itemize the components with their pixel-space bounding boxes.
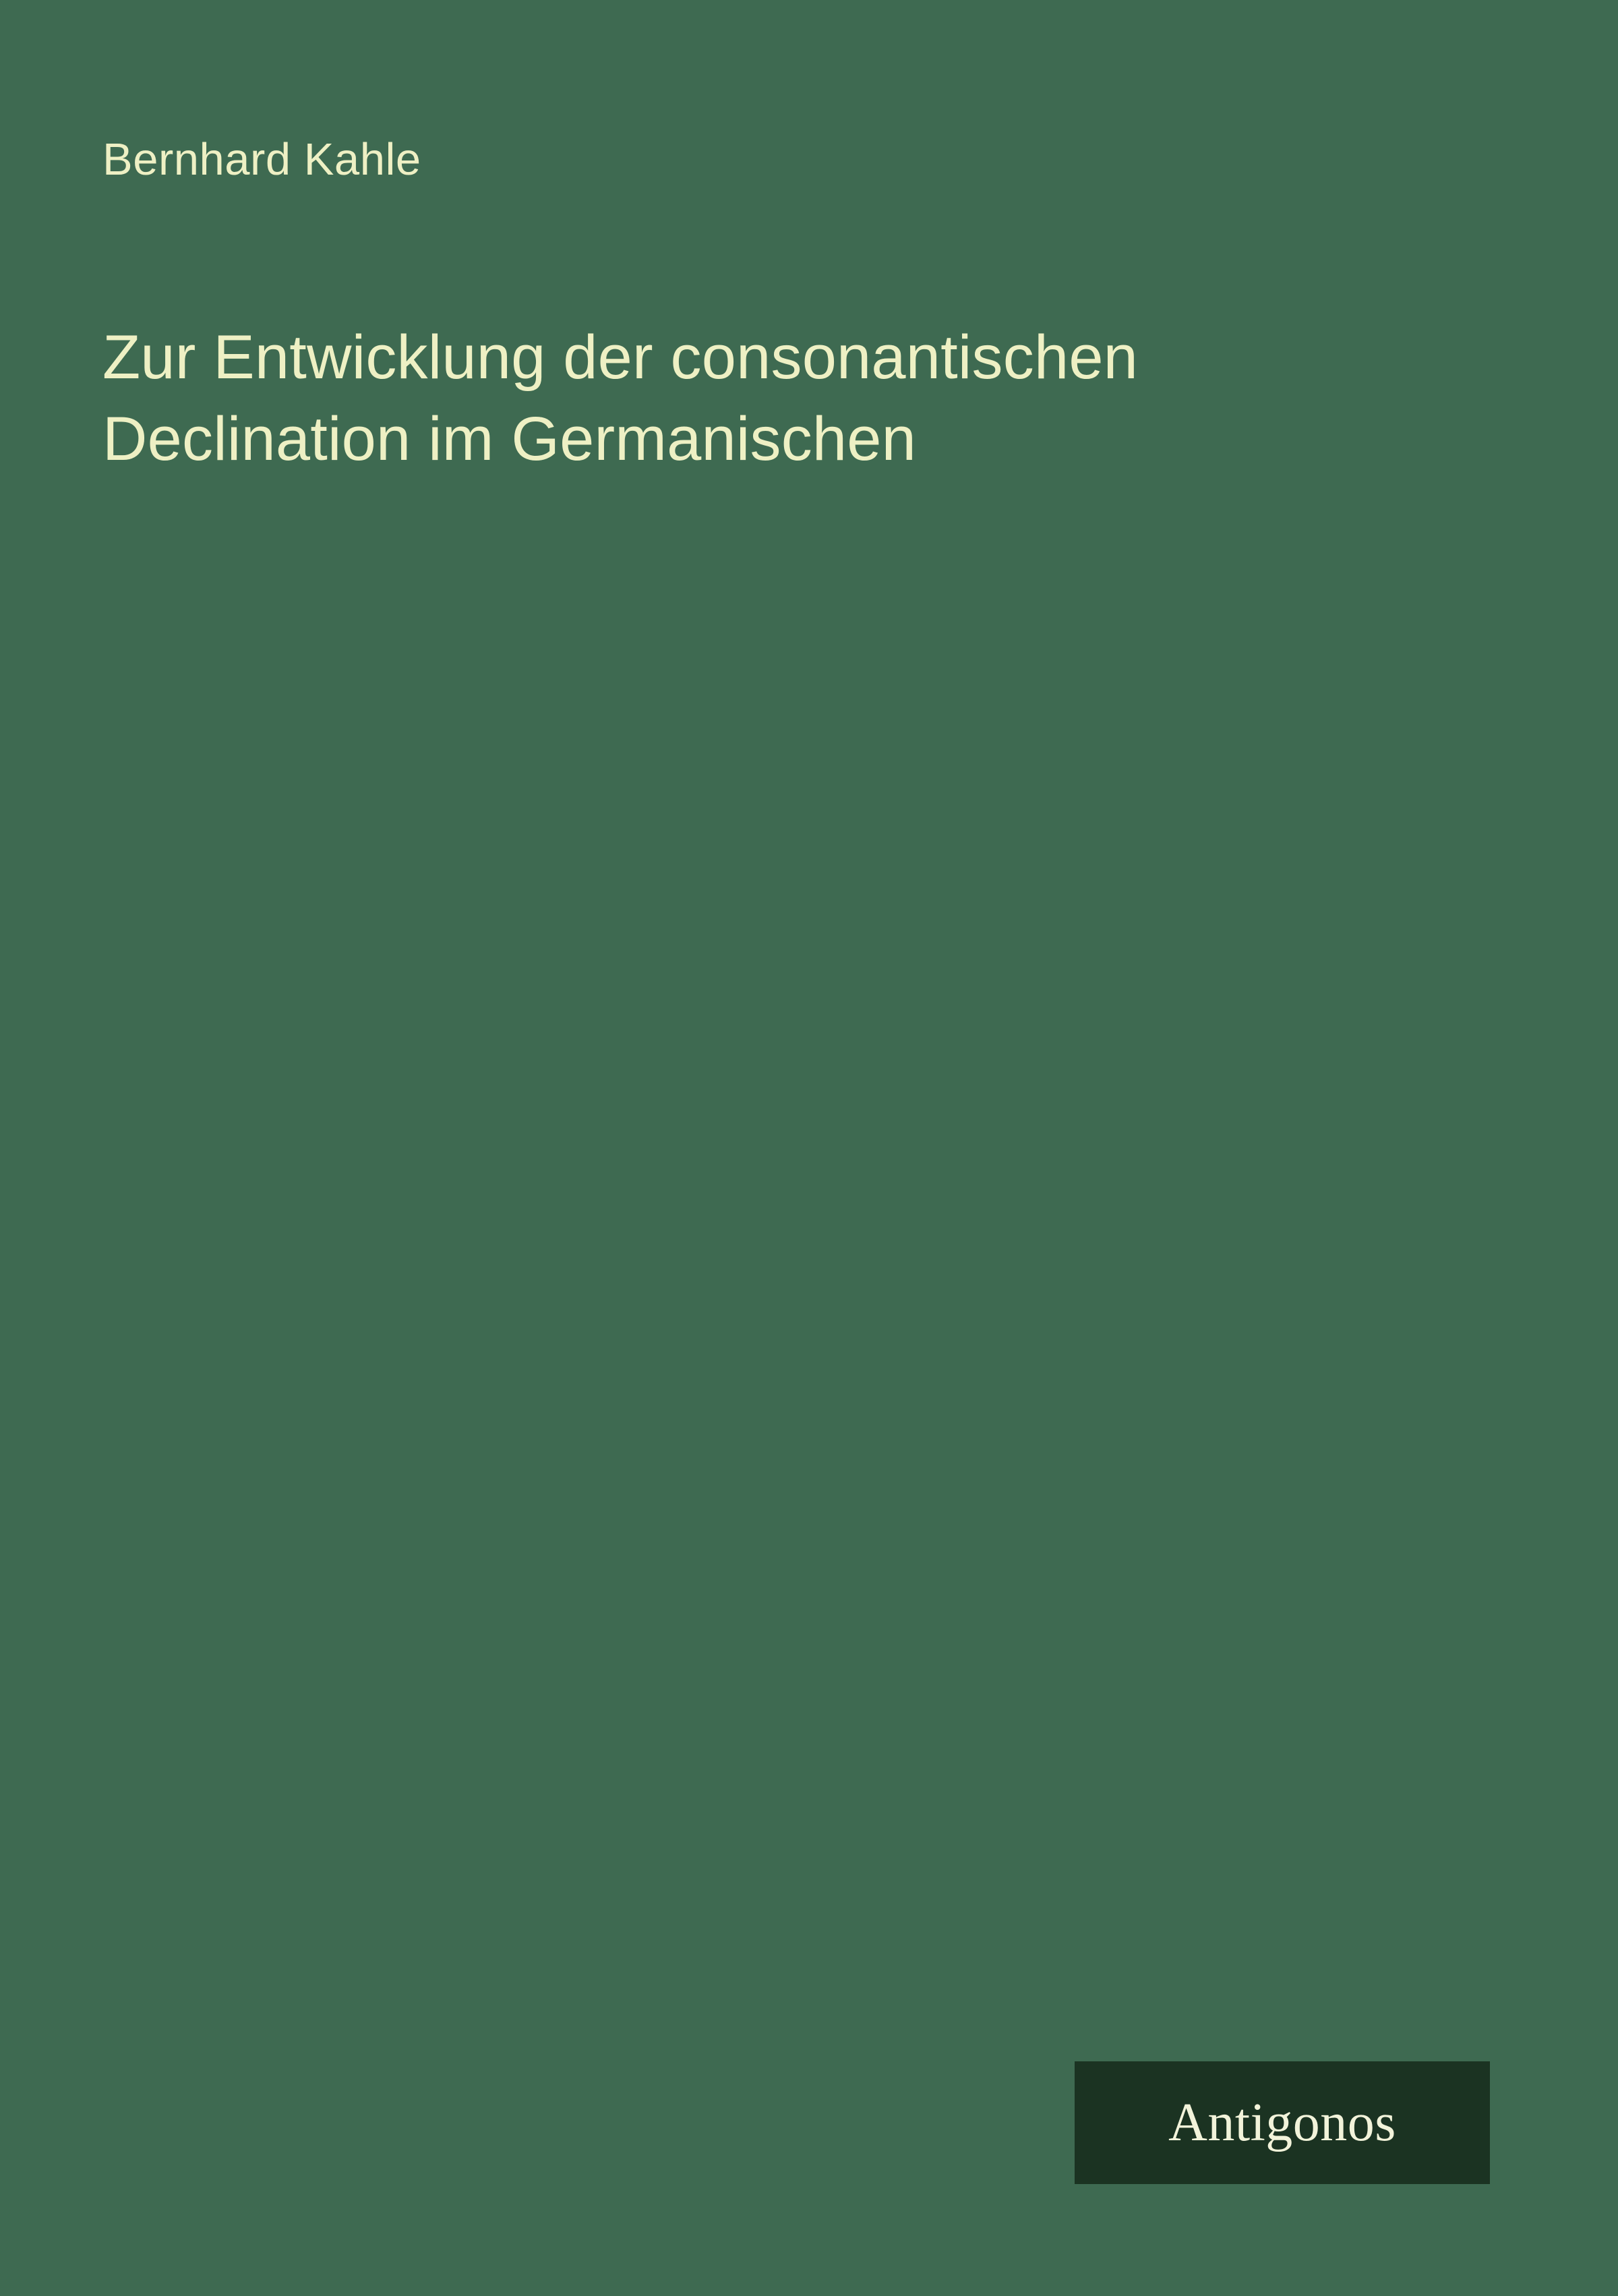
book-title: Zur Entwicklung der consonantischen Declination im Germanischen — [102, 323, 1139, 474]
publisher-badge — [1075, 2061, 1490, 2184]
publisher-name: Antigonos — [1168, 2093, 1396, 2152]
author-name: Bernhard Kahle — [102, 134, 421, 185]
